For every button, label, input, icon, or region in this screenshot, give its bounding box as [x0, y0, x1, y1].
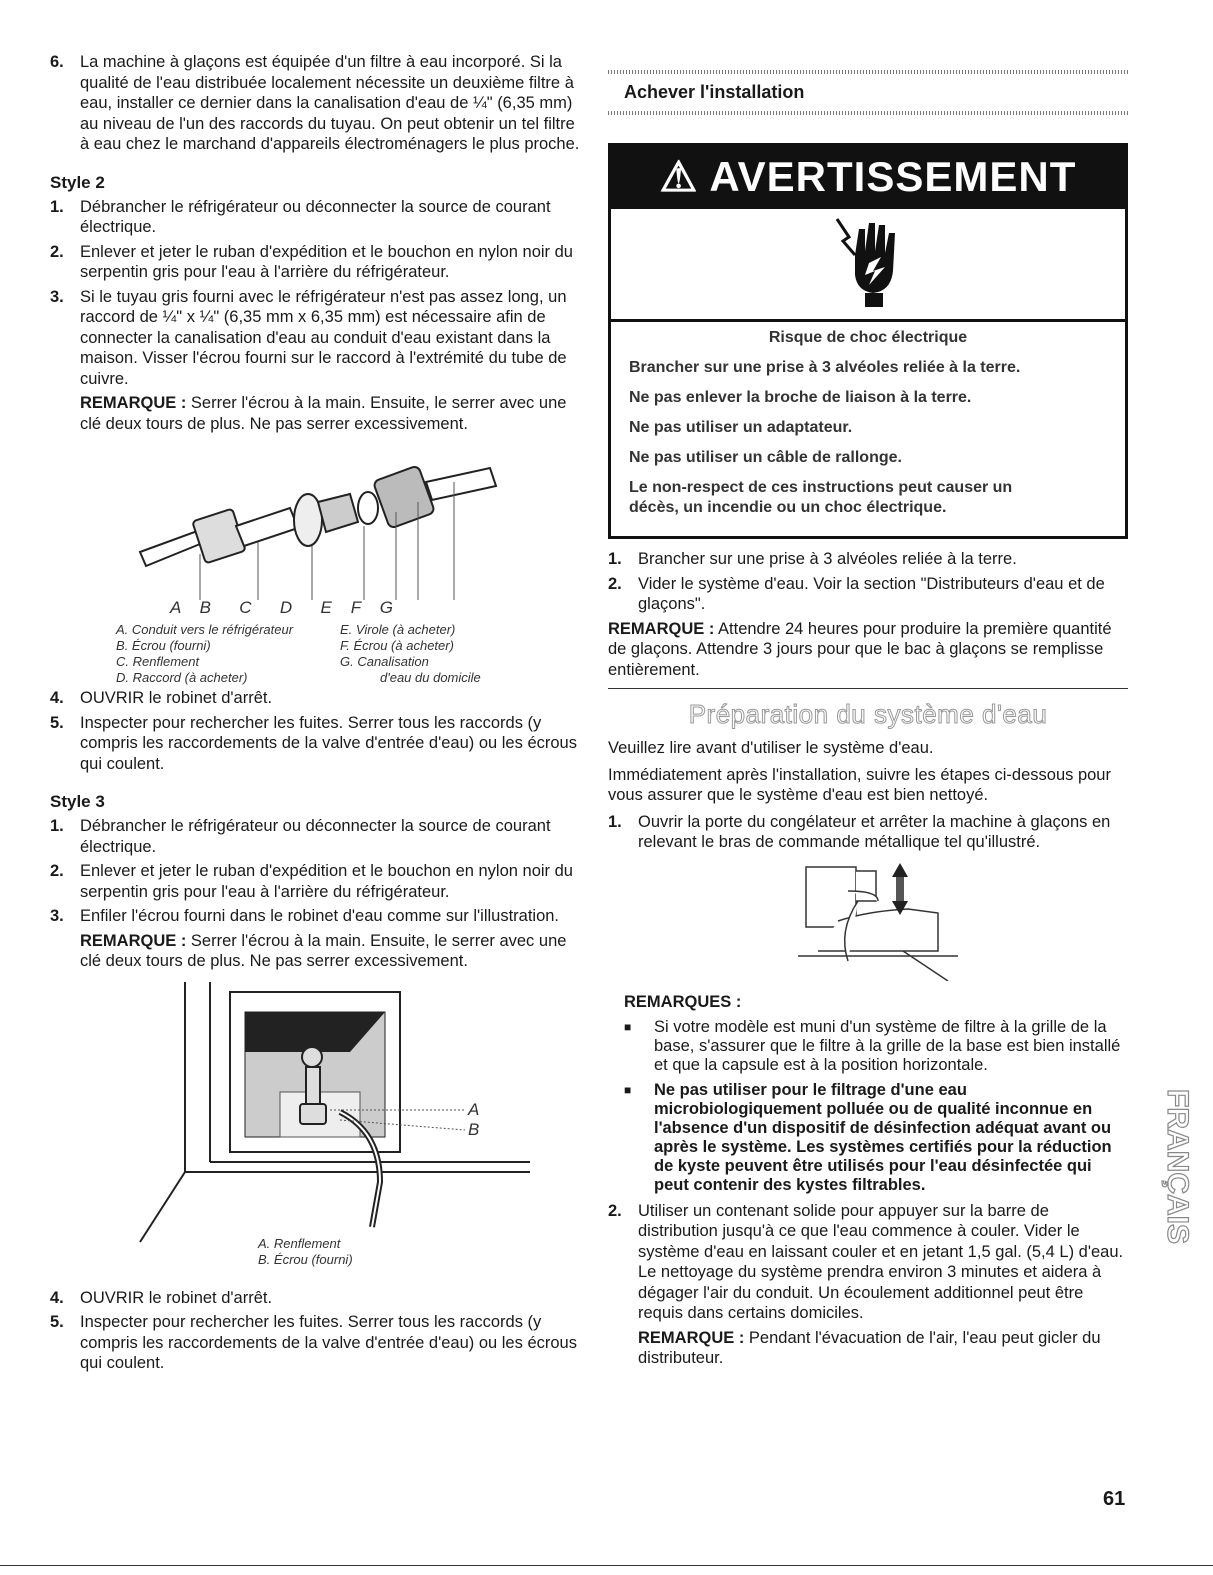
item-number: 6. — [50, 53, 64, 71]
figure-letters: A B C D E F G — [170, 598, 393, 617]
warning-header — [611, 146, 1125, 209]
item-number: 2. — [608, 1201, 622, 1220]
figure-captions-right — [340, 622, 481, 686]
bullet-square-icon: ■ — [624, 1082, 632, 1097]
caption: E. Virole (à acheter) — [340, 622, 456, 637]
remark-text: Ne pas utiliser pour le filtrage d'une eau microbiologiquement polluée ou de qualité inconnue en l'absence d'un dispositif de désinfection adéquat avant ou après le système. Les systèmes certifiés pour la réduction de kyste peuvent être utilisés pour l'eau désinfectée qui peut contenir des kystes filtrables. — [654, 1080, 1112, 1194]
hand-shock-icon — [833, 215, 913, 315]
item-text: La machine à glaçons est équipée d'un filtre à eau incorporé. Si la qualité de l'eau distribuée localement nécessite un deuxième filtre à eau, installer ce dernier dans la canalisation d'eau de ¼" (6,35 mm) au niveau de l'un des raccords du tuyau. On peut obtenir un tel filtre à eau chez le marchand d'appareils électroménagers le plus proche. — [80, 53, 580, 153]
item-number: 3. — [50, 287, 64, 306]
list-item — [50, 906, 580, 927]
warning-line: Ne pas utiliser un adaptateur. — [629, 419, 853, 436]
right-column — [608, 70, 1128, 1373]
item-number: 1. — [50, 197, 64, 216]
caption: A. Conduit vers le réfrigérateur — [116, 622, 294, 637]
item-text: Si le tuyau gris fourni avec le réfrigérateur n'est pas assez long, un raccord de ¼" x ¼" (6,35 mm x 6,35 mm) est nécessaire afin de connecter la canalisation d'eau au conduit d'eau existant dans la maison. Visser l'écrou fourni sur le raccord à l'extrémité du tube de cuivre. — [80, 287, 567, 388]
note-label: REMARQUE : — [638, 1328, 745, 1347]
item-text: Enlever et jeter le ruban d'expédition et le bouchon en nylon noir du serpentin gris pour l'eau à l'arrière du réfrigérateur. — [80, 862, 573, 901]
warning-line: Ne pas enlever la broche de liaison à la terre. — [629, 389, 972, 406]
item-text: Débrancher le réfrigérateur ou déconnecter la source de courant électrique. — [80, 817, 551, 856]
caption: A. Renflement — [258, 1235, 341, 1251]
prep-title: Préparation du système d'eau — [688, 699, 1048, 729]
item-number: 2. — [50, 862, 64, 880]
list-item — [50, 688, 580, 709]
caption: G. Canalisation — [340, 654, 429, 669]
figure-label-b: B — [468, 1119, 480, 1139]
left-column — [50, 52, 580, 1378]
remark-bullet — [624, 1081, 1128, 1195]
valve-diagram — [50, 976, 580, 1288]
section-title: Achever l'installation — [624, 82, 805, 102]
item-text: Enlever et jeter le ruban d'expédition et le bouchon en nylon noir du serpentin gris pour l'eau à l'arrière du réfrigérateur. — [80, 242, 573, 281]
list-item — [50, 242, 580, 283]
bottom-rule — [0, 1565, 1213, 1566]
warning-body — [611, 322, 1125, 536]
caption: F. Écrou (à acheter) — [340, 638, 454, 653]
warning-triangle-icon: ⚠ — [659, 153, 699, 200]
item-text: Inspecter pour rechercher les fuites. Serrer tous les raccords (y compris les raccordements de la valve d'entrée d'eau) ou les écrous qui coulent. — [80, 713, 577, 773]
language-side-tab — [1158, 1085, 1194, 1345]
list-item — [50, 1312, 580, 1374]
warning-box — [608, 143, 1128, 539]
item-text: Ouvrir la porte du congélateur et arrêter la machine à glaçons en relevant le bras de commande métallique tel qu'illustré. — [638, 812, 1111, 851]
list-item — [50, 816, 580, 857]
fitting-diagram — [50, 438, 580, 688]
caption: D. Raccord (à acheter) — [116, 670, 248, 685]
divider — [608, 111, 1128, 115]
item-number: 4. — [50, 1288, 64, 1307]
note-text: Serrer l'écrou à la main. Ensuite, le serrer avec une clé deux tours de plus. Ne pas serrer excessivement. — [80, 931, 567, 970]
page-number: 61 — [1103, 1488, 1126, 1510]
list-item — [608, 549, 1128, 570]
note-label: REMARQUE : — [80, 394, 187, 412]
style-2-heading: Style 2 — [50, 172, 105, 192]
figure-label-a: A — [468, 1099, 480, 1119]
item-number: 2. — [50, 242, 64, 261]
warning-line: Ne pas utiliser un câble de rallonge. — [629, 449, 902, 466]
warning-line: Brancher sur une prise à 3 alvéoles reliée à la terre. — [629, 359, 1021, 376]
list-item — [50, 713, 580, 775]
item-text: Vider le système d'eau. Voir la section "Distributeurs d'eau et de glaçons". — [638, 574, 1105, 613]
note — [80, 393, 580, 434]
figure-captions — [258, 1236, 353, 1268]
note — [80, 931, 580, 972]
remark-bullet — [624, 1018, 1128, 1075]
remarks-heading: REMARQUES : — [624, 992, 742, 1011]
style-3-heading: Style 3 — [50, 792, 105, 811]
item-text: Brancher sur une prise à 3 alvéoles reliée à la terre. — [638, 550, 1017, 568]
list-item — [608, 574, 1128, 615]
caption: C. Renflement — [116, 654, 200, 669]
side-tab-text: FRANÇAIS — [1161, 1089, 1194, 1244]
bullet-square-icon: ■ — [624, 1019, 632, 1034]
list-item — [50, 197, 580, 238]
list-item — [50, 861, 580, 902]
fitting-illustration — [50, 442, 580, 602]
list-item — [50, 287, 580, 390]
note-text: Pendant l'évacuation de l'air, l'eau peut gicler du distributeur. — [638, 1328, 1101, 1367]
warning-header-text: AVERTISSEMENT — [709, 153, 1077, 200]
caption: d'eau du domicile — [380, 670, 481, 685]
electric-shock-icon — [611, 209, 1125, 322]
note — [608, 619, 1128, 681]
list-item — [50, 1288, 580, 1309]
note — [638, 1328, 1128, 1369]
item-text: Enfiler l'écrou fourni dans le robinet d'eau comme sur l'illustration. — [80, 907, 560, 925]
note-text: Attendre 24 heures pour produire la première quantité de glaçons. Attendre 3 jours pour que le bac à glaçons se remplisse entièrement. — [608, 619, 1112, 679]
item-text: OUVRIR le robinet d'arrêt. — [80, 1288, 273, 1307]
caption: B. Écrou (fourni) — [116, 638, 211, 653]
item-number: 3. — [50, 907, 64, 925]
icemaker-figure — [608, 857, 1128, 977]
item-number: 5. — [50, 713, 64, 732]
list-item — [50, 52, 580, 155]
item-text: Inspecter pour rechercher les fuites. Serrer tous les raccords (y compris les raccordements de la valve d'entrée d'eau) ou les écrous qui coulent. — [80, 1313, 577, 1372]
item-number: 1. — [608, 812, 622, 831]
item-text: Débrancher le réfrigérateur ou déconnecter la source de courant électrique. — [80, 197, 551, 236]
note-label: REMARQUE : — [80, 931, 187, 950]
list-item — [608, 1201, 1128, 1324]
item-number: 1. — [50, 817, 64, 835]
note-text: Serrer l'écrou à la main. Ensuite, le serrer avec une clé deux tours de plus. Ne pas serrer excessivement. — [80, 394, 567, 433]
remark-text: Si votre modèle est muni d'un système de filtre à la grille de la base, s'assurer que le filtre à la grille de la base est bien installé et que la capsule est à la position horizontale. — [654, 1017, 1121, 1074]
item-number: 1. — [608, 550, 622, 568]
divider — [608, 70, 1128, 74]
warning-line: Le non-respect de ces instructions peut causer un décès, un incendie ou un choc électrique. — [629, 479, 1013, 516]
caption: B. Écrou (fourni) — [258, 1251, 353, 1267]
item-number: 4. — [50, 689, 64, 707]
icemaker-illustration — [798, 861, 958, 981]
prep-paragraph: Immédiatement après l'installation, suivre les étapes ci-dessous pour vous assurer que le système d'eau est bien nettoyé. — [608, 765, 1111, 804]
note-label: REMARQUE : — [608, 619, 715, 638]
valve-illustration — [50, 982, 580, 1252]
item-text: Utiliser un contenant solide pour appuyer sur la barre de distribution jusqu'à ce que l'eau commence à couler. Vider le système d'eau en laissant couler et en jetant 1,5 gal. (5,4 L) d'eau. Le nettoyage du système prendra environ 3 minutes et aidera à dégager l'air du conduit. Un écoulement additionnel peut être requis dans certains domiciles. — [638, 1201, 1124, 1322]
item-number: 5. — [50, 1313, 64, 1331]
figure-captions-left — [116, 622, 293, 686]
item-number: 2. — [608, 574, 622, 593]
divider — [608, 688, 1128, 689]
list-item — [608, 812, 1128, 853]
warning-risk: Risque de choc électrique — [768, 329, 968, 346]
prep-paragraph: Veuillez lire avant d'utiliser le système d'eau. — [608, 739, 934, 757]
item-text: OUVRIR le robinet d'arrêt. — [80, 689, 273, 707]
